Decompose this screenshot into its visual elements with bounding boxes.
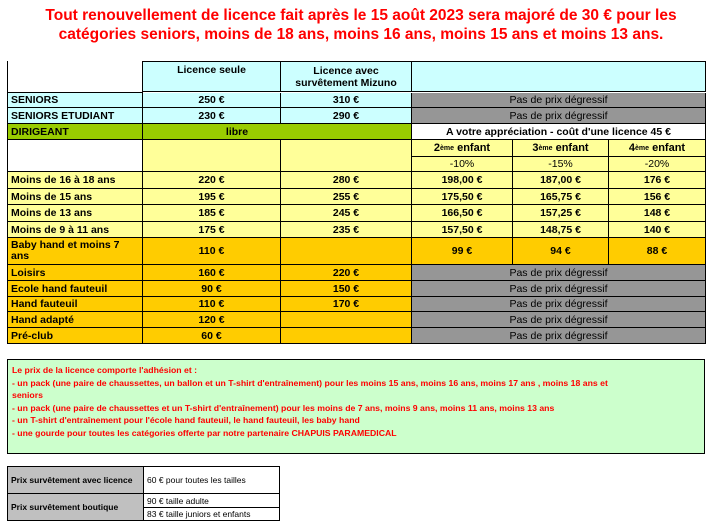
row-ecole-licence: 90 € <box>143 281 281 297</box>
tracksuit-licence-label: Prix survêtement avec licence <box>7 466 144 494</box>
row-baby-label-line1: Baby hand et moins 7 <box>11 239 120 251</box>
row-m18-mizuno: 280 € <box>281 172 412 189</box>
row-hand-adapte-tier: Pas de prix dégressif <box>412 312 706 328</box>
row-preclub-tier: Pas de prix dégressif <box>412 328 706 344</box>
row-loisirs-mizuno: 220 € <box>281 265 412 281</box>
header-discount-blank <box>412 62 706 92</box>
row-preclub-mizuno <box>281 328 412 344</box>
row-m13-licence: 185 € <box>143 205 281 222</box>
row-dirigeant-licence: libre <box>143 124 412 140</box>
row-m15-c3: 165,75 € <box>513 189 609 205</box>
discount-3-sup: ème <box>538 144 553 152</box>
row-m11-licence: 175 € <box>143 222 281 238</box>
row-seniors-licence: 250 € <box>143 93 281 108</box>
row-m18-licence: 220 € <box>143 172 281 189</box>
row-hand-fauteuil-label: Hand fauteuil <box>8 297 143 312</box>
price-notice-line2: catégories seniors, moins de 18 ans, moins 16 ans, moins 15 ans et moins 13 ans. <box>58 26 664 43</box>
row-baby-c2: 99 € <box>412 238 513 265</box>
note-line-2: - un pack (une paire de chaussettes, un ballon et un T-shirt d'entraînement) pour les moins 15 ans, moins 16 ans, moins 17 ans , moins 18 ans et <box>12 377 608 388</box>
note-line-6: - une gourde pour toutes les catégories offerte par notre partenaire CHAPUIS PARAMEDICAL <box>12 427 397 438</box>
tracksuit-boutique-adult: 90 € taille adulte <box>143 493 280 508</box>
discount-header-4 <box>609 140 706 157</box>
row-m13-c4: 148 € <box>609 205 706 222</box>
header-licence-mizuno <box>281 62 412 92</box>
row-ecole-tier: Pas de prix dégressif <box>412 281 706 297</box>
row-preclub-label: Pré-club <box>8 328 143 344</box>
note-line-5: - un T-shirt d'entraînement pour l'école hand fauteuil, le hand fauteuil, les baby hand <box>12 415 360 426</box>
discount-4-num: 4 <box>628 142 636 154</box>
row-m13-c3: 157,25 € <box>513 205 609 222</box>
row-baby-licence: 110 € <box>143 238 281 265</box>
row-m11-c3: 148,75 € <box>513 222 609 238</box>
row-baby-label <box>8 238 143 265</box>
discount-header-mizuno-blank <box>281 140 412 172</box>
row-m18-c4: 176 € <box>609 172 706 189</box>
tracksuit-licence-value: 60 € pour toutes les tailles <box>143 466 280 494</box>
row-m15-licence: 195 € <box>143 189 281 205</box>
price-notice-line1: Tout renouvellement de licence fait après le 15 août 2023 sera majoré de 30 € pour les <box>45 7 677 24</box>
row-m15-label: Moins de 15 ans <box>8 189 143 205</box>
row-m18-c3: 187,00 € <box>513 172 609 189</box>
note-line-1: Le prix de la licence comporte l'adhésion et : <box>12 365 198 375</box>
discount-3-num: 3 <box>532 142 539 154</box>
row-ecole-label: Ecole hand fauteuil <box>8 281 143 297</box>
row-seniors-mizuno: 310 € <box>281 93 412 108</box>
row-m11-c2: 157,50 € <box>412 222 513 238</box>
row-m13-c2: 166,50 € <box>412 205 513 222</box>
row-baby-c4: 88 € <box>609 238 706 265</box>
row-baby-mizuno <box>281 238 412 265</box>
row-m11-c4: 140 € <box>609 222 706 238</box>
discount-3-word: enfant <box>555 142 589 154</box>
discount-2-word: enfant <box>457 142 491 154</box>
row-loisirs-tier: Pas de prix dégressif <box>412 265 706 281</box>
row-baby-c3: 94 € <box>513 238 609 265</box>
discount-pct-4: -20% <box>609 157 706 172</box>
row-preclub-licence: 60 € <box>143 328 281 344</box>
discount-header-licence-blank <box>143 140 281 172</box>
row-m15-c2: 175,50 € <box>412 189 513 205</box>
row-hand-adapte-label: Hand adapté <box>8 312 143 328</box>
note-line-4: - un pack (une paire de chaussettes et un T-shirt d'entraînement) pour les moins de 7 ans, moins 9 ans, moins 11 ans, moins 13 ans <box>12 402 555 413</box>
row-m15-mizuno: 255 € <box>281 189 412 205</box>
header-mizuno-line1: Licence avec <box>313 64 379 77</box>
row-seniors-etudiant-label: SENIORS ETUDIANT <box>8 108 143 124</box>
row-dirigeant-label: DIRIGEANT <box>8 124 143 140</box>
discount-header-2 <box>412 140 513 157</box>
row-m13-label: Moins de 13 ans <box>8 205 143 222</box>
row-seniors-label: SENIORS <box>8 93 143 108</box>
discount-header-3 <box>513 140 609 157</box>
row-m13-mizuno: 245 € <box>281 205 412 222</box>
row-ecole-mizuno: 150 € <box>281 281 412 297</box>
row-seniors-etudiant-tier: Pas de prix dégressif <box>412 108 706 124</box>
tracksuit-boutique-label: Prix survêtement boutique <box>7 493 144 521</box>
row-hand-fauteuil-licence: 110 € <box>143 297 281 312</box>
row-m15-c4: 156 € <box>609 189 706 205</box>
licence-contents-note <box>7 359 705 454</box>
discount-2-num: 2 <box>433 142 441 154</box>
discount-4-sup: ème <box>635 144 650 152</box>
row-seniors-etudiant-licence: 230 € <box>143 108 281 124</box>
price-notice <box>0 6 722 44</box>
row-loisirs-label: Loisirs <box>8 265 143 281</box>
discount-pct-2: -10% <box>412 157 513 172</box>
discount-header-label-blank <box>8 140 143 172</box>
row-seniors-tier: Pas de prix dégressif <box>412 93 706 108</box>
row-m18-label: Moins de 16 à 18 ans <box>8 172 143 189</box>
row-seniors-etudiant-mizuno: 290 € <box>281 108 412 124</box>
note-line-3: seniors <box>12 390 43 401</box>
row-m11-mizuno: 235 € <box>281 222 412 238</box>
row-dirigeant-note: A votre appréciation - coût d'une licence 45 € <box>412 124 706 140</box>
discount-4-word: enfant <box>652 142 686 154</box>
discount-pct-3: -15% <box>513 157 609 172</box>
row-hand-adapte-mizuno <box>281 312 412 328</box>
row-hand-fauteuil-tier: Pas de prix dégressif <box>412 297 706 312</box>
row-m18-c2: 198,00 € <box>412 172 513 189</box>
row-hand-adapte-licence: 120 € <box>143 312 281 328</box>
header-mizuno-line2: survêtement Mizuno <box>295 76 397 89</box>
discount-2-sup: ème <box>440 144 455 152</box>
row-loisirs-licence: 160 € <box>143 265 281 281</box>
tracksuit-boutique-junior: 83 € taille juniors et enfants <box>143 507 280 521</box>
row-baby-label-line2: ans <box>11 250 30 262</box>
row-m11-label: Moins de 9 à 11 ans <box>8 222 143 238</box>
header-licence-seule: Licence seule <box>143 62 281 92</box>
row-hand-fauteuil-mizuno: 170 € <box>281 297 412 312</box>
